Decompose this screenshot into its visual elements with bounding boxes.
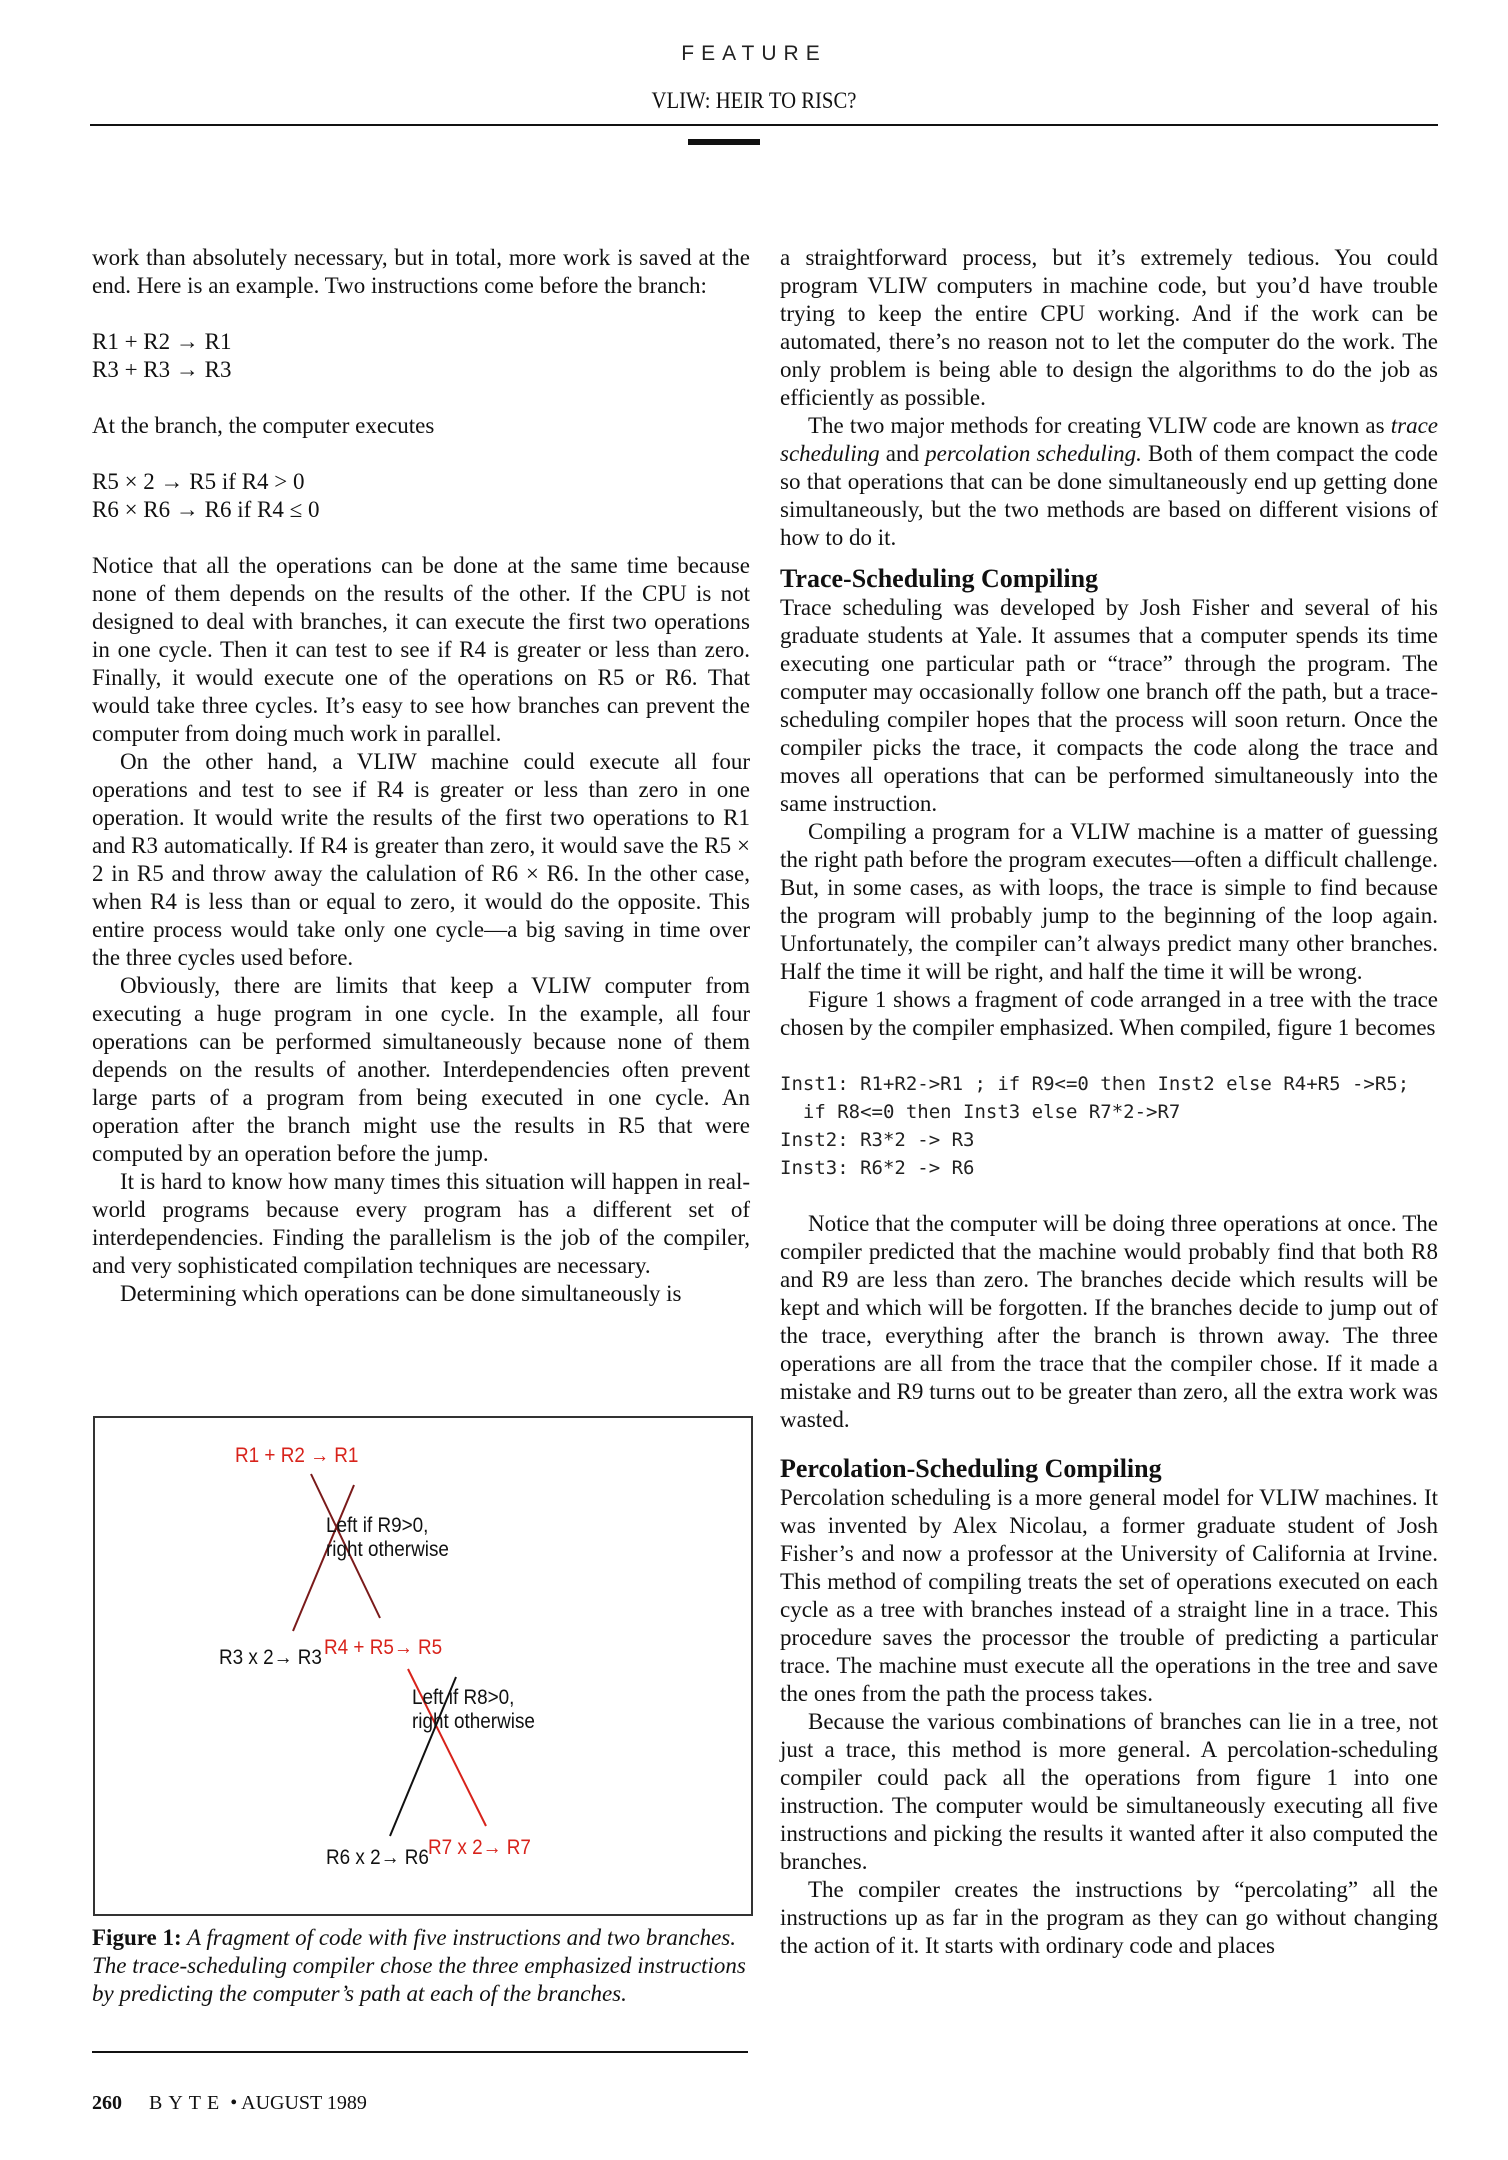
figure-1-diagram bbox=[93, 1416, 753, 1916]
paragraph: The compiler creates the instructions by “percolating” all the instructions up as far in the program as they can go without changing the action of it. It starts with ordinary code and places bbox=[780, 1877, 1438, 1958]
section-heading: Trace-Scheduling Compiling bbox=[780, 564, 1099, 593]
caption-label: Figure 1: bbox=[92, 1925, 182, 1950]
code-line: Inst1: R1+R2->R1 ; if R9<=0 then Inst2 else R4+R5 ->R5; bbox=[780, 1073, 1410, 1095]
paragraph: Trace scheduling was developed by Josh Fisher and several of his graduate students at Yale. It assumes that a computer spends its time executing one particular path or “trace” through the program. The computer may occasionally follow one branch off the path, but a trace-scheduling compiler hopes that the process will soon return. Once the compiler picks the trace, it compacts the code along the trace and moves all operations that can be performed simultaneously into the same instruction. bbox=[780, 595, 1438, 816]
caption-text: A fragment of code with five instructions and two branches. The trace-scheduling compiler chose the three emphasized instructions by predicting the computer’s path at each of the branches. bbox=[92, 1925, 746, 2006]
issue-date: AUGUST 1989 bbox=[241, 2092, 367, 2114]
node-bottom-right: R7 x 2→ R7 bbox=[428, 1836, 531, 1859]
node-top: R1 + R2 → R1 bbox=[235, 1444, 359, 1467]
section-heading: Percolation-Scheduling Compiling bbox=[780, 1454, 1162, 1483]
left-column bbox=[92, 244, 750, 1308]
branch-1-label-line-1: Left if R9>0, bbox=[326, 1514, 429, 1537]
equation: R5 × 2 → R5 if R4 > 0 bbox=[92, 469, 305, 494]
header-rule bbox=[90, 124, 1438, 126]
text-run: and bbox=[879, 441, 926, 466]
paragraph: Determining which operations can be done simultaneously is bbox=[120, 1281, 682, 1306]
equation: R3 + R3 → R3 bbox=[92, 357, 232, 382]
caption-rule bbox=[92, 2051, 748, 2053]
branch-2-label-line-2: right otherwise bbox=[412, 1710, 535, 1733]
paragraph: Notice that the computer will be doing three operations at once. The compiler predicted that the machine would probably find that both R8 and R9 are less than zero. The branches decide which results will be kept and which will be forgotten. If the branches decide to jump out of the trace, everything after the branch is thrown away. The three operations are all from the trace that the compiler chose. If it made a mistake and R9 turns out to be greater than zero, all the extra work was wasted. bbox=[780, 1211, 1438, 1432]
paragraph bbox=[780, 412, 1438, 552]
node-mid-right: R4 + R5→ R5 bbox=[324, 1636, 443, 1659]
branch-1-label-line-2: right otherwise bbox=[326, 1538, 449, 1561]
figure-caption bbox=[92, 1924, 752, 2008]
right-column bbox=[780, 244, 1438, 1960]
node-bottom-left: R6 x 2→ R6 bbox=[326, 1846, 429, 1869]
paragraph: Compiling a program for a VLIW machine is a matter of guessing the right path before the program executes—often a difficult challenge. But, in some cases, as with loops, the trace is simple to find because the program will probably jump to the beginning of the loop again. Unfortunately, the compiler can’t always predict many other branches. Half the time it will be right, and half the time it will be wrong. bbox=[780, 819, 1438, 984]
text-run: The two major methods for creating VLIW code are known as bbox=[808, 413, 1391, 438]
equation: R1 + R2 → R1 bbox=[92, 329, 232, 354]
code-listing bbox=[780, 1070, 1438, 1182]
equation: R6 × R6 → R6 if R4 ≤ 0 bbox=[92, 497, 320, 522]
page-number: 260 bbox=[92, 2092, 122, 2114]
paragraph: Obviously, there are limits that keep a VLIW computer from executing a huge program in one cycle. In the example, all four operations can be performed simultaneously because none of them depends on the results of another. Interdependencies often prevent large parts of a program from being executed in one cycle. An operation after the branch might use the results in R5 that were computed by an operation before the jump. bbox=[92, 973, 750, 1166]
section-label: FEATURE bbox=[681, 42, 827, 65]
paragraph: a straightforward process, but it’s extremely tedious. You could program VLIW computers in machine code, but you’d have trouble trying to keep the entire CPU working. And if the work can be automated, there’s no reason not to let the computer do the work. The only problem is being able to design the algorithms to do the job as efficiently as possible. bbox=[780, 245, 1438, 410]
paragraph: Percolation scheduling is a more general model for VLIW machines. It was invented by Alex Nicolau, a former graduate student of Josh Fisher’s and now a professor at the University of California at Irvine. This method of compiling treats the set of operations executed on each cycle as a tree with branches instead of a straight line in a trace. This procedure saves the processor the trouble of predicting a particular trace. The machine must execute all the operations in the tree and save the ones from the path the process takes. bbox=[780, 1485, 1438, 1706]
footer-separator: • bbox=[230, 2092, 238, 2114]
code-line: Inst3: R6*2 -> R6 bbox=[780, 1157, 975, 1179]
code-line: Inst2: R3*2 -> R3 bbox=[780, 1129, 975, 1151]
paragraph: At the branch, the computer executes bbox=[92, 413, 435, 438]
text-run: Both of them compact the code so that operations that can be done simultaneously end up getting done simultaneously, but the two methods are based on different visions of how to do it. bbox=[780, 441, 1438, 550]
paragraph: work than absolutely necessary, but in total, more work is saved at the end. Here is an example. Two instructions come before the branch: bbox=[92, 245, 750, 298]
code-line: if R8<=0 then Inst3 else R7*2->R7 bbox=[780, 1101, 1181, 1123]
paragraph: On the other hand, a VLIW machine could execute all four operations and test to see if R4 is greater or less than zero in one operation. It would write the results of the first two operations to R1 and R3 automatically. If R4 is greater than zero, it would save the R5 × 2 in R5 and throw away the calulation of R6 × R6. In the other case, when R4 is less than or equal to zero, it would do the opposite. This entire process would take only one cycle—a big saving in time over the three cycles used before. bbox=[92, 749, 750, 970]
paragraph: Because the various combinations of branches can lie in a tree, not just a trace, this method is more general. A percolation-scheduling compiler could pack all the operations from figure 1 into one instruction. The computer would be simultaneously executing all five instructions and picking the results it wanted after it also computed the branches. bbox=[780, 1709, 1438, 1874]
branch-tree-lines bbox=[95, 1418, 751, 1914]
running-title: VLIW: HEIR TO RISC? bbox=[651, 88, 857, 113]
page-footer bbox=[92, 2092, 367, 2115]
emphasis: trace scheduling bbox=[780, 413, 1438, 466]
node-mid-left: R3 x 2→ R3 bbox=[219, 1646, 322, 1669]
paragraph: It is hard to know how many times this situation will happen in real-world programs because every program has a different set of interdependencies. Finding the parallelism is the job of the compiler, and very sophisticated compilation techniques are necessary. bbox=[92, 1169, 750, 1278]
branch-2-label-line-1: Left if R8>0, bbox=[412, 1686, 515, 1709]
header-tab-bar bbox=[688, 139, 760, 145]
magazine-name: BYTE bbox=[149, 2092, 226, 2114]
paragraph: Figure 1 shows a fragment of code arranged in a tree with the trace chosen by the compiler emphasized. When compiled, figure 1 becomes bbox=[780, 987, 1438, 1040]
paragraph: Notice that all the operations can be done at the same time because none of them depends on the results of the other. If the CPU is not designed to deal with branches, it can execute the first two operations in one cycle. Then it can test to see if R4 is greater or less than zero. Finally, it would execute one of the operations on R5 or R6. That would take three cycles. It’s easy to see how branches can prevent the computer from doing much work in parallel. bbox=[92, 553, 750, 746]
emphasis: percolation scheduling. bbox=[925, 441, 1142, 466]
